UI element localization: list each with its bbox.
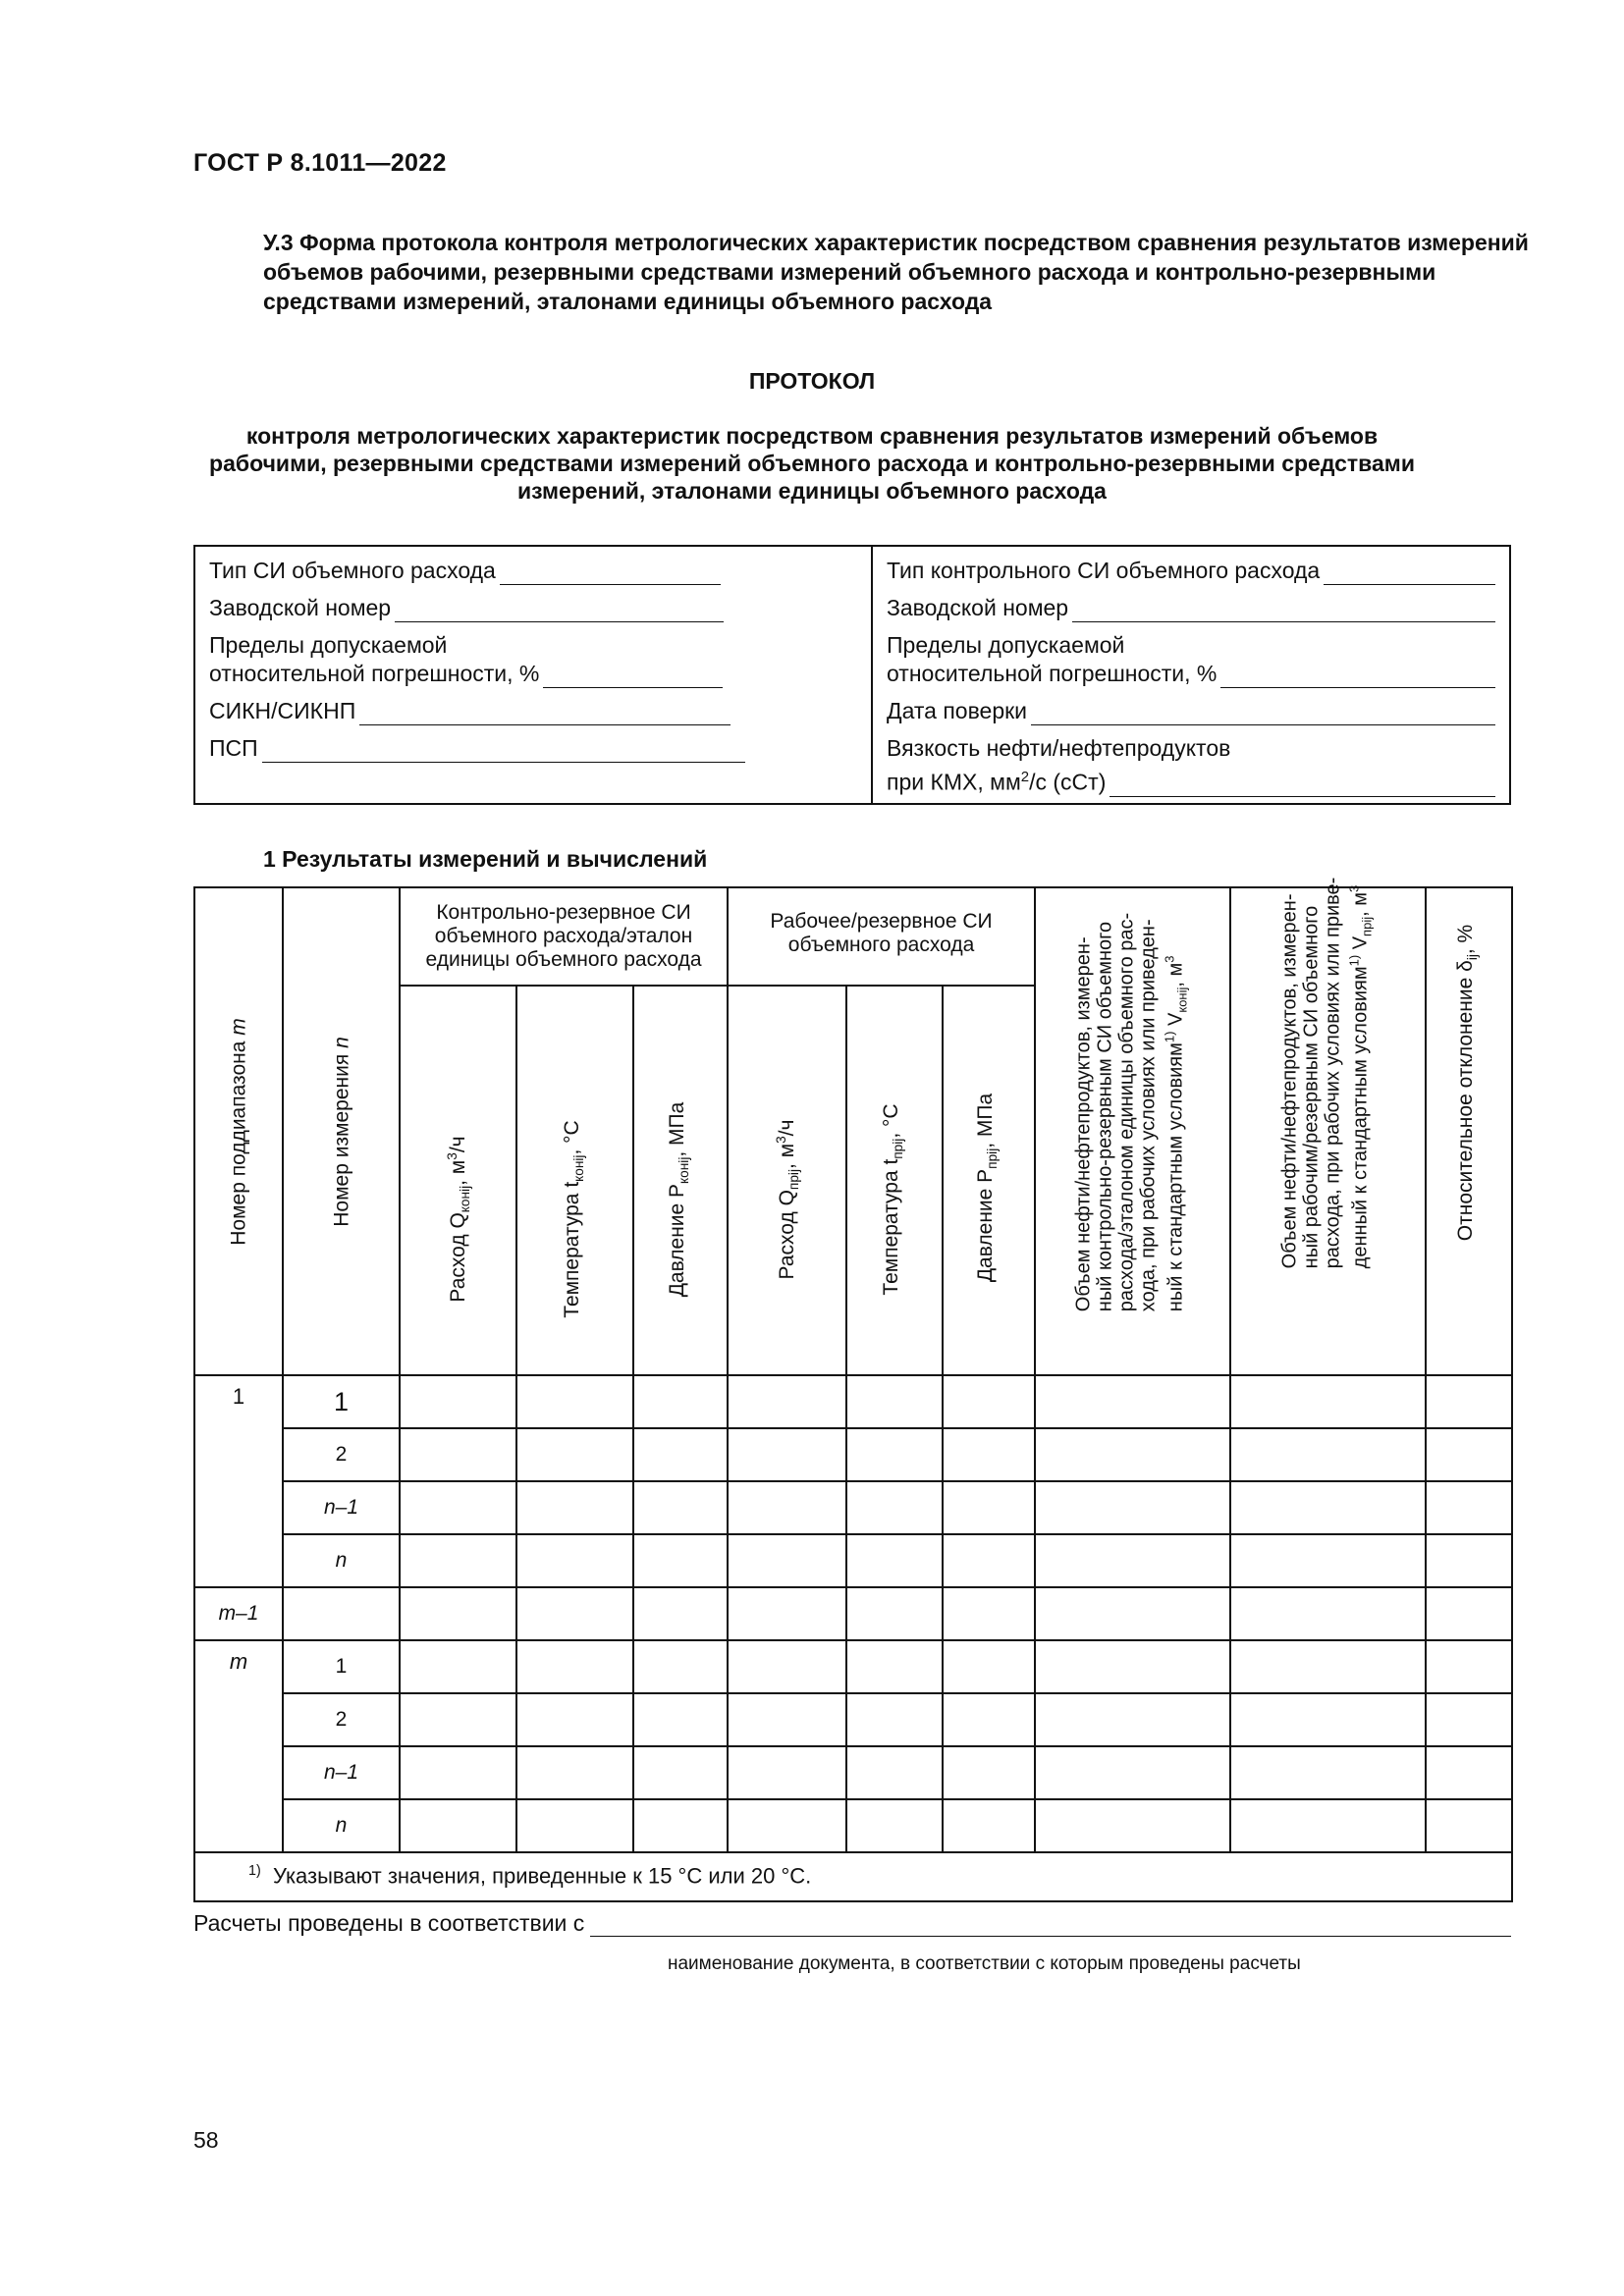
col-working-flow-header: Расход $Q_{прij}$, $м^3/ч$ xyxy=(728,986,846,1375)
psp-line xyxy=(209,734,857,763)
data-cell[interactable] xyxy=(1035,1481,1230,1534)
data-cell[interactable] xyxy=(1426,1534,1512,1587)
control-limits-line xyxy=(887,631,1495,688)
viscosity-line xyxy=(887,734,1495,797)
data-cell[interactable] xyxy=(846,1799,943,1852)
data-cell[interactable] xyxy=(728,1428,846,1481)
header-row-1 xyxy=(194,887,1512,986)
protocol-title: ПРОТОКОЛ xyxy=(748,368,876,394)
data-cell[interactable] xyxy=(400,1587,516,1640)
subrange-cell: 1 xyxy=(194,1375,283,1587)
section-title: У.3 Форма протокола контроля метрологических характеристик посредством сравнения результатов измерений объемов рабочими, резервными средствами измерений объемного расхода и контрольно-резервными средствами измерений, эталонами единицы объемного расхода xyxy=(263,230,1529,314)
data-cell[interactable] xyxy=(943,1799,1035,1852)
data-cell[interactable] xyxy=(728,1640,846,1693)
col-volume-control-header: Объем нефти/нефтепродуктов, измерен- ный контрольно-резервным СИ объемного расхода/эталоном единицы объемного рас- хода, при рабочих условиях или приведен- ный к стандартным условиям$^{1)}$ $V_{конij}$, $м^3$ xyxy=(1035,887,1230,1375)
data-cell[interactable] xyxy=(516,1799,633,1852)
col-deviation-header: Относительное отклонение $\delta_{ij}$, % xyxy=(1426,887,1512,1375)
data-cell[interactable] xyxy=(1035,1799,1230,1852)
data-cell[interactable] xyxy=(633,1375,728,1428)
data-cell[interactable] xyxy=(400,1746,516,1799)
calculation-caption: наименование документа, в соответствии с которым проведены расчеты xyxy=(668,1953,1301,1974)
data-cell[interactable] xyxy=(943,1746,1035,1799)
calculation-label: Расчеты проведены в соответствии с xyxy=(193,1910,585,1936)
table-row xyxy=(194,1587,1512,1640)
data-cell[interactable] xyxy=(1230,1481,1426,1534)
col-control-pressure-header: Давление $P_{конij}$, МПа xyxy=(633,986,728,1375)
protocol-subtitle: контроля метрологических характеристик посредством сравнения результатов измерений объемов рабочими, резервными средствами измерений объемного расхода и контрольно-резервными средствами измерений, эталонами единицы объемного расхода xyxy=(209,423,1415,504)
data-cell[interactable] xyxy=(846,1587,943,1640)
data-cell[interactable] xyxy=(728,1375,846,1428)
sikn-field[interactable] xyxy=(359,704,731,725)
control-serial-label: Заводской номер xyxy=(887,595,1069,620)
control-limits-label-2: относительной погрешности, % xyxy=(887,661,1218,686)
data-cell[interactable] xyxy=(400,1375,516,1428)
si-type-line xyxy=(209,557,857,585)
data-cell[interactable] xyxy=(516,1693,633,1746)
control-serial-field[interactable] xyxy=(1072,601,1495,622)
data-cell[interactable] xyxy=(943,1428,1035,1481)
data-cell[interactable] xyxy=(400,1428,516,1481)
data-cell[interactable] xyxy=(846,1640,943,1693)
data-cell[interactable] xyxy=(1230,1746,1426,1799)
data-cell[interactable] xyxy=(516,1481,633,1534)
col-control-flow-header: Расход $Q_{конij}$, $м^3/ч$ xyxy=(400,986,516,1375)
data-cell[interactable] xyxy=(633,1481,728,1534)
measurement-cell: 2 xyxy=(283,1428,400,1481)
data-cell[interactable] xyxy=(1035,1587,1230,1640)
data-cell[interactable] xyxy=(633,1799,728,1852)
control-type-line xyxy=(887,557,1495,585)
data-cell[interactable] xyxy=(1230,1428,1426,1481)
limits-label-1: Пределы допускаемой xyxy=(209,632,448,658)
data-cell[interactable] xyxy=(728,1481,846,1534)
col-measurement-header: Номер измерения n xyxy=(283,887,400,1375)
footnote-row xyxy=(194,1852,1512,1901)
table-row xyxy=(194,1693,1512,1746)
control-limits-field[interactable] xyxy=(1220,667,1495,688)
data-cell[interactable] xyxy=(1426,1375,1512,1428)
data-cell[interactable] xyxy=(400,1799,516,1852)
subrange-cell: m–1 xyxy=(194,1587,283,1640)
data-cell[interactable] xyxy=(1230,1693,1426,1746)
limits-line xyxy=(209,631,857,688)
limits-field[interactable] xyxy=(543,667,723,688)
measurement-cell: n xyxy=(283,1799,400,1852)
data-cell[interactable] xyxy=(1035,1693,1230,1746)
footnote: $^{1)}$ Указывают значения, приведенные к 15 °С или 20 °С. xyxy=(194,1852,1512,1901)
data-cell[interactable] xyxy=(846,1746,943,1799)
control-serial-line xyxy=(887,594,1495,622)
data-cell[interactable] xyxy=(516,1640,633,1693)
limits-label-2: относительной погрешности, % xyxy=(209,661,540,686)
data-cell[interactable] xyxy=(943,1587,1035,1640)
verification-date-label: Дата поверки xyxy=(887,698,1028,723)
data-cell[interactable] xyxy=(943,1534,1035,1587)
data-cell[interactable] xyxy=(846,1375,943,1428)
table-row xyxy=(194,1428,1512,1481)
measurement-cell: 1 xyxy=(283,1375,400,1428)
col-subrange-header: Номер поддиапазона m xyxy=(194,887,283,1375)
data-cell[interactable] xyxy=(516,1428,633,1481)
control-instrument-info xyxy=(873,547,1509,803)
data-cell[interactable] xyxy=(400,1640,516,1693)
measurement-cell: 2 xyxy=(283,1693,400,1746)
data-cell[interactable] xyxy=(400,1481,516,1534)
data-cell[interactable] xyxy=(943,1693,1035,1746)
data-cell[interactable] xyxy=(516,1746,633,1799)
data-cell[interactable] xyxy=(400,1693,516,1746)
measurement-cell: n xyxy=(283,1534,400,1587)
data-cell[interactable] xyxy=(1230,1587,1426,1640)
data-cell[interactable] xyxy=(516,1375,633,1428)
data-cell[interactable] xyxy=(1035,1428,1230,1481)
data-cell[interactable] xyxy=(1426,1587,1512,1640)
data-cell[interactable] xyxy=(633,1640,728,1693)
data-cell[interactable] xyxy=(846,1481,943,1534)
instrument-info-box xyxy=(193,545,1511,805)
data-cell[interactable] xyxy=(516,1587,633,1640)
data-cell[interactable] xyxy=(1426,1640,1512,1693)
table-row xyxy=(194,1534,1512,1587)
data-cell[interactable] xyxy=(1426,1428,1512,1481)
measurement-cell: n–1 xyxy=(283,1746,400,1799)
sikn-label: СИКН/СИКНП xyxy=(209,698,356,723)
verification-date-line xyxy=(887,697,1495,725)
control-limits-label-1: Пределы допускаемой xyxy=(887,632,1125,658)
calculation-document-field[interactable] xyxy=(590,1915,1511,1937)
data-cell[interactable] xyxy=(1230,1534,1426,1587)
data-cell[interactable] xyxy=(1426,1481,1512,1534)
data-cell[interactable] xyxy=(633,1534,728,1587)
document-code: ГОСТ Р 8.1011—2022 xyxy=(193,149,447,177)
data-cell[interactable] xyxy=(1426,1693,1512,1746)
psp-label: ПСП xyxy=(209,735,258,761)
viscosity-label-1: Вязкость нефти/нефтепродуктов xyxy=(887,735,1231,761)
data-cell[interactable] xyxy=(633,1693,728,1746)
data-cell[interactable] xyxy=(1426,1746,1512,1799)
data-cell[interactable] xyxy=(400,1534,516,1587)
data-cell[interactable] xyxy=(633,1587,728,1640)
data-cell[interactable] xyxy=(943,1640,1035,1693)
col-working-pressure-header: Давление $P_{прij}$, МПа xyxy=(943,986,1035,1375)
table-row xyxy=(194,1640,1512,1693)
data-cell[interactable] xyxy=(728,1587,846,1640)
measurement-cell: 1 xyxy=(283,1640,400,1693)
psp-field[interactable] xyxy=(262,741,745,763)
group-control-header: Контрольно-резервное СИ объемного расхода/эталон единицы объемного расхода xyxy=(400,887,728,986)
si-type-label: Тип СИ объемного расхода xyxy=(209,558,496,583)
data-cell[interactable] xyxy=(728,1746,846,1799)
data-cell[interactable] xyxy=(846,1428,943,1481)
table-row xyxy=(194,1799,1512,1852)
serial-line xyxy=(209,594,857,622)
data-cell[interactable] xyxy=(1426,1799,1512,1852)
serial-label: Заводской номер xyxy=(209,595,392,620)
viscosity-field[interactable] xyxy=(1110,775,1495,797)
si-type-field[interactable] xyxy=(500,563,721,585)
data-cell[interactable] xyxy=(1230,1375,1426,1428)
measurement-cell xyxy=(283,1587,400,1640)
table-row xyxy=(194,1746,1512,1799)
data-cell[interactable] xyxy=(728,1799,846,1852)
working-instrument-info xyxy=(195,547,873,803)
control-type-label: Тип контрольного СИ объемного расхода xyxy=(887,558,1321,583)
data-cell[interactable] xyxy=(728,1693,846,1746)
table-row xyxy=(194,1481,1512,1534)
viscosity-label-2: при КМХ, $мм^2/с$ (сСт) xyxy=(887,769,1107,795)
data-cell[interactable] xyxy=(1035,1640,1230,1693)
page-number: 58 xyxy=(193,2127,219,2153)
serial-field[interactable] xyxy=(395,601,724,622)
data-cell[interactable] xyxy=(633,1746,728,1799)
data-cell[interactable] xyxy=(1035,1746,1230,1799)
data-cell[interactable] xyxy=(728,1534,846,1587)
verification-date-field[interactable] xyxy=(1031,704,1495,725)
data-cell[interactable] xyxy=(633,1428,728,1481)
group-working-header: Рабочее/резервное СИ объемного расхода xyxy=(728,887,1035,986)
col-control-temp-header: Температура $t_{конij}$, °С xyxy=(516,986,633,1375)
data-cell[interactable] xyxy=(1230,1799,1426,1852)
measurement-cell: n–1 xyxy=(283,1481,400,1534)
results-table xyxy=(193,877,1513,1902)
data-cell[interactable] xyxy=(943,1481,1035,1534)
data-cell[interactable] xyxy=(1035,1534,1230,1587)
results-heading: 1 Результаты измерений и вычислений xyxy=(263,846,708,872)
table-row xyxy=(194,1375,1512,1428)
control-type-field[interactable] xyxy=(1324,563,1495,585)
data-cell[interactable] xyxy=(1230,1640,1426,1693)
data-cell[interactable] xyxy=(516,1534,633,1587)
sikn-line xyxy=(209,697,857,725)
calculation-reference-line xyxy=(193,1910,1511,1937)
data-cell[interactable] xyxy=(943,1375,1035,1428)
data-cell[interactable] xyxy=(846,1693,943,1746)
subrange-cell: m xyxy=(194,1640,283,1852)
col-working-temp-header: Температура $t_{прij}$, °С xyxy=(846,986,943,1375)
data-cell[interactable] xyxy=(846,1534,943,1587)
col-volume-working-header: Объем нефти/нефтепродуктов, измерен- ный рабочим/резервным СИ объемного расхода, при рабочих условиях или приве- денный к стандартным условиям$^{1)}$ $V_{прij}$, $м^3$ xyxy=(1230,887,1426,1375)
data-cell[interactable] xyxy=(1035,1375,1230,1428)
